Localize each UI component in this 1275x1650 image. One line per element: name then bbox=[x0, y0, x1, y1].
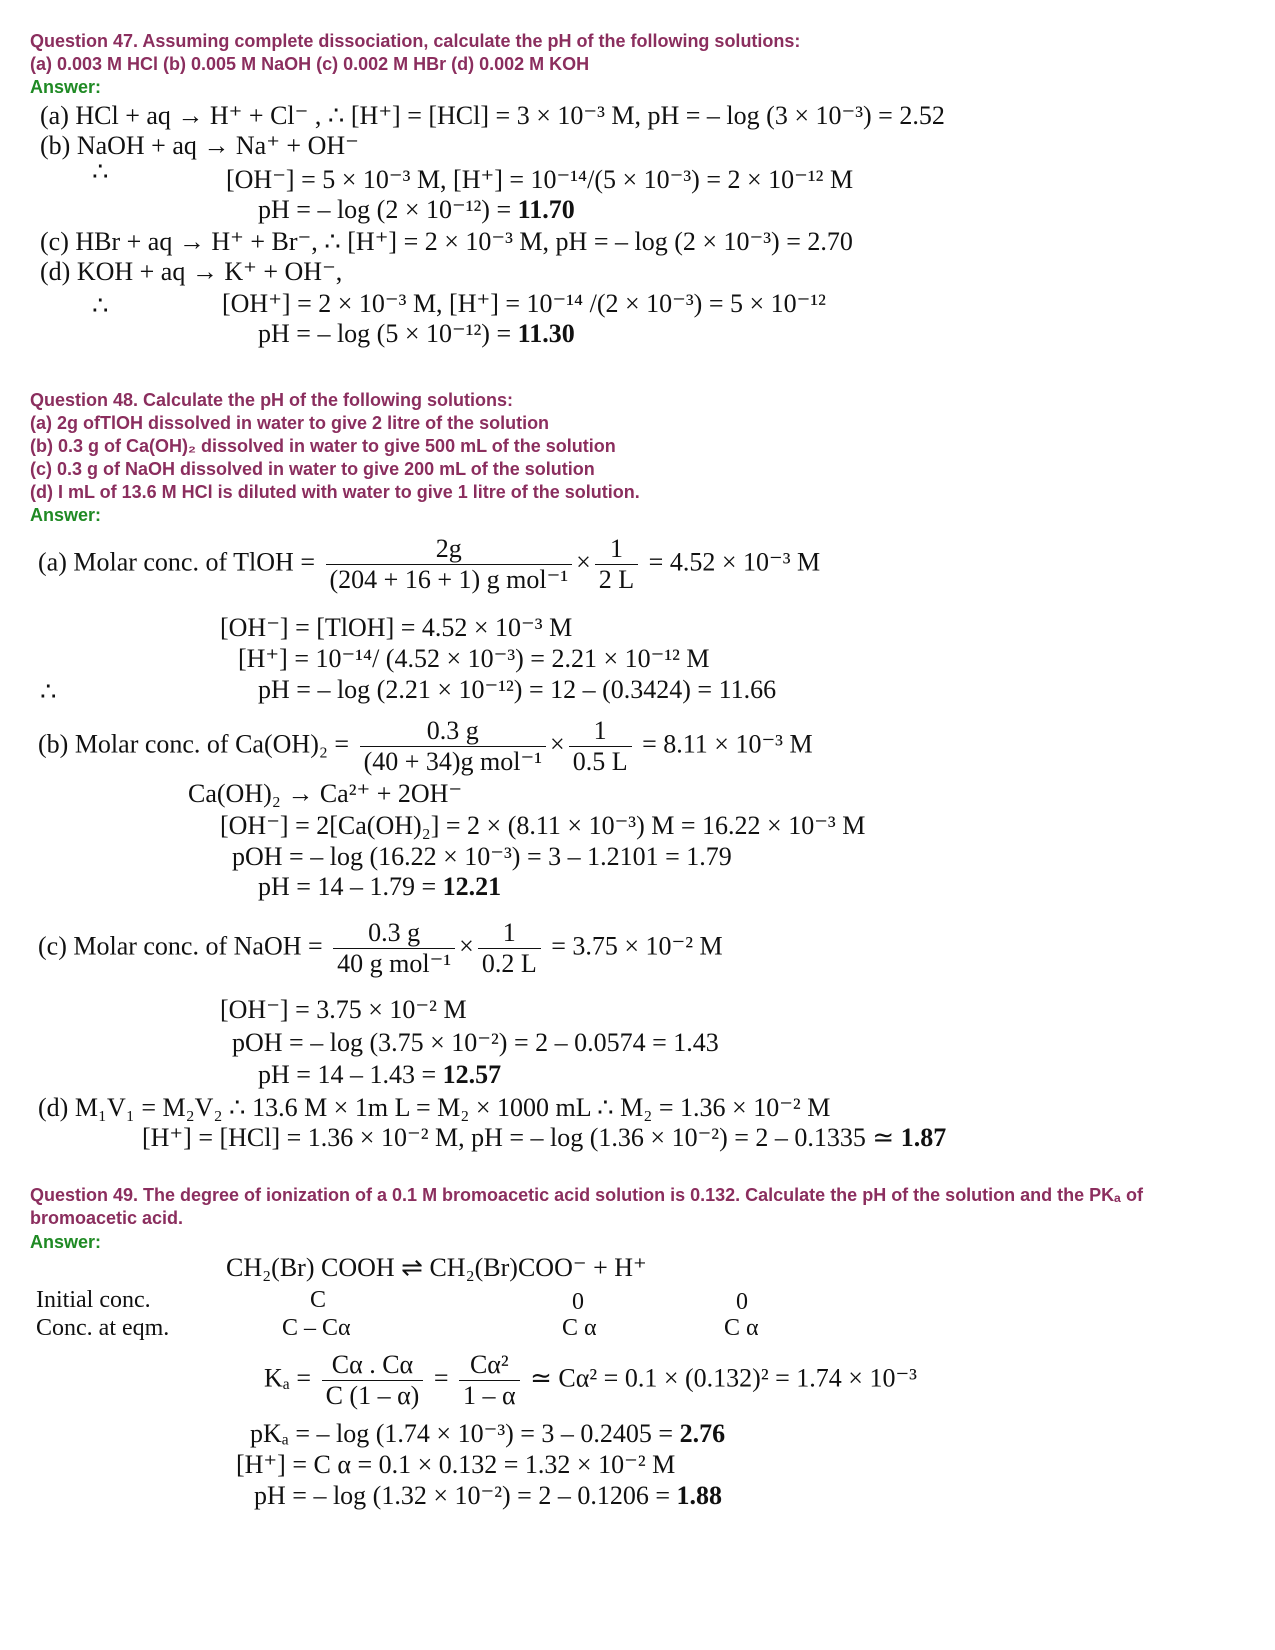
q48b-line1: Ca(OH)₂ → Ca²⁺ + 2OH⁻ bbox=[188, 779, 463, 808]
q48a-line1: [OH⁻] = [TlOH] = 4.52 × 10⁻³ M bbox=[220, 613, 573, 642]
fraction: $\frac{\text{Cα²}}{1 - \alpha}$ bbox=[459, 1350, 520, 1411]
eqm-conc-anion: C α bbox=[562, 1315, 597, 1341]
q48d-line2: [H⁺] = [HCl] = 1.36 × 10⁻² M, pH = – log (1.36 × 10⁻²) = 2 – 0.1335 ≃ 1.87 bbox=[142, 1123, 947, 1152]
q48-part-b: (b) 0.3 g of Ca(OH)₂ dissolved in water to give 500 mL of the solution bbox=[30, 436, 616, 456]
q48a-line2: [H⁺] = 10⁻¹⁴/ (4.52 × 10⁻³) = 2.21 × 10⁻¹² M bbox=[238, 644, 710, 673]
q48-answer-label: Answer: bbox=[30, 505, 102, 525]
initial-conc-proton: 0 bbox=[736, 1289, 748, 1315]
q49-ka-expression: Kₐ = $\frac{C\alpha . C\alpha}{C (1 - \alpha)}$ = $\frac{\text{Cα²}}{1 - \alpha}$ ≃ Cα² = 0.1 × (0.132)² = 1.74 × 10⁻³ bbox=[264, 1350, 917, 1410]
q49-ph: pH = – log (1.32 × 10⁻²) = 2 – 0.1206 = 1.88 bbox=[254, 1481, 722, 1510]
q47-parts: (a) 0.003 M HCl (b) 0.005 M NaOH (c) 0.002 M HBr (d) 0.002 M KOH bbox=[30, 54, 590, 74]
q47-line-c: (c) HBr + aq → H⁺ + Br⁻, ∴ [H⁺] = 2 × 10⁻³ M, pH = – log (2 × 10⁻³) = 2.70 bbox=[40, 227, 853, 256]
q47-line-d: (d) KOH + aq → K⁺ + OH⁻, bbox=[40, 257, 343, 286]
q47-answer-label: Answer: bbox=[30, 77, 102, 97]
q49-pka: pKₐ = – log (1.74 × 10⁻³) = 3 – 0.2405 = 2.76 bbox=[250, 1419, 726, 1448]
q48c-line3: pH = 14 – 1.43 = 12.57 bbox=[258, 1060, 502, 1089]
initial-conc-acid: C bbox=[310, 1287, 327, 1313]
q47-title: Question 47. Assuming complete dissociation, calculate the pH of the following solutions: bbox=[30, 31, 801, 51]
q48-part-c: (c) 0.3 g of NaOH dissolved in water to give 200 mL of the solution bbox=[30, 459, 595, 479]
initial-conc-label: Initial conc. bbox=[36, 1287, 151, 1313]
fraction: $\frac{0.3 g}{\text{(40 + 34)g mol⁻¹}}$ bbox=[360, 716, 546, 777]
fraction: $\frac{1}{0.5 L}$ bbox=[569, 716, 632, 777]
q48a-line3: pH = – log (2.21 × 10⁻¹²) = 12 – (0.3424) = 11.66 bbox=[258, 675, 777, 704]
q48d-line1: (d) M₁V₁ = M₂V₂ ∴ 13.6 M × 1m L = M₂ × 1000 mL ∴ M₂ = 1.36 × 10⁻² M bbox=[38, 1093, 831, 1122]
q47-line-b3: pH = – log (2 × 10⁻¹²) = 11.70 bbox=[258, 195, 575, 224]
q48-title: Question 48. Calculate the pH of the following solutions: bbox=[30, 390, 514, 410]
q48b-line4: pH = 14 – 1.79 = 12.21 bbox=[258, 872, 502, 901]
q49-answer-label: Answer: bbox=[30, 1232, 102, 1252]
q47-line-a: (a) HCl + aq → H⁺ + Cl⁻ , ∴ [H⁺] = [HCl] = 3 × 10⁻³ M, pH = – log (3 × 10⁻³) = 2.52 bbox=[40, 101, 945, 130]
eqm-conc-label: Conc. at eqm. bbox=[36, 1315, 170, 1341]
q48-part-d: (d) I mL of 13.6 M HCl is diluted with water to give 1 litre of the solution. bbox=[30, 482, 640, 502]
therefore-symbol: ∴ bbox=[92, 291, 109, 320]
q48c-line2: pOH = – log (3.75 × 10⁻²) = 2 – 0.0574 = 1.43 bbox=[232, 1028, 719, 1057]
q48a-molar-conc: (a) Molar conc. of TlOH = $\frac{2g}{\text{(204 + 16 + 1) g mol⁻¹}}$ × $\frac{1}{2 L}$ = 4.52 × 10⁻³ M bbox=[38, 534, 821, 594]
q48c-molar-conc: (c) Molar conc. of NaOH = $\frac{0.3 g}{\text{40 g mol⁻¹}}$ × $\frac{1}{0.2 L}$ = 3.75 × 10⁻² M bbox=[38, 918, 723, 978]
q47-line-d2: [OH⁺] = 2 × 10⁻³ M, [H⁺] = 10⁻¹⁴ /(2 × 10⁻³) = 5 × 10⁻¹² bbox=[222, 289, 826, 318]
q48b-line3: pOH = – log (16.22 × 10⁻³) = 3 – 1.2101 = 1.79 bbox=[232, 842, 732, 871]
q47-line-b: (b) NaOH + aq → Na⁺ + OH⁻ bbox=[40, 131, 359, 160]
fraction: $\frac{0.3 g}{\text{40 g mol⁻¹}}$ bbox=[333, 918, 455, 979]
therefore-symbol: ∴ bbox=[92, 157, 109, 186]
q48b-molar-conc: (b) Molar conc. of Ca(OH)₂ = $\frac{0.3 g}{\text{(40 + 34)g mol⁻¹}}$ × $\frac{1}{0.5 L}$ = 8.11 × 10⁻³ M bbox=[38, 716, 813, 776]
q49-equation: CH₂(Br) COOH ⇌ CH₂(Br)COO⁻ + H⁺ bbox=[226, 1253, 647, 1282]
eqm-conc-proton: C α bbox=[724, 1315, 759, 1341]
eqm-conc-acid: C – Cα bbox=[282, 1315, 351, 1341]
q49-h-conc: [H⁺] = C α = 0.1 × 0.132 = 1.32 × 10⁻² M bbox=[236, 1450, 676, 1479]
q47-line-d3: pH = – log (5 × 10⁻¹²) = 11.30 bbox=[258, 319, 575, 348]
fraction: $\frac{1}{0.2 L}$ bbox=[478, 918, 541, 979]
fraction: $\frac{1}{2 L}$ bbox=[595, 534, 638, 595]
q48b-line2: [OH⁻] = 2[Ca(OH)₂] = 2 × (8.11 × 10⁻³) M = 16.22 × 10⁻³ M bbox=[220, 811, 866, 840]
q47-line-b2: [OH⁻] = 5 × 10⁻³ M, [H⁺] = 10⁻¹⁴/(5 × 10⁻³) = 2 × 10⁻¹² M bbox=[226, 165, 854, 194]
q48-part-a: (a) 2g ofTlOH dissolved in water to give 2 litre of the solution bbox=[30, 413, 550, 433]
therefore-symbol: ∴ bbox=[40, 677, 57, 706]
initial-conc-anion: 0 bbox=[572, 1289, 584, 1315]
q49-title: Question 49. The degree of ionization of a 0.1 M bromoacetic acid solution is 0.132. Calculate the pH of the solution and the PKₐ of bromoacetic acid. bbox=[30, 1185, 1143, 1228]
q48c-line1: [OH⁻] = 3.75 × 10⁻² M bbox=[220, 995, 467, 1024]
fraction: $\frac{C\alpha . C\alpha}{C (1 - \alpha)}$ bbox=[322, 1350, 424, 1411]
fraction: $\frac{2g}{\text{(204 + 16 + 1) g mol⁻¹}}$ bbox=[326, 534, 573, 595]
